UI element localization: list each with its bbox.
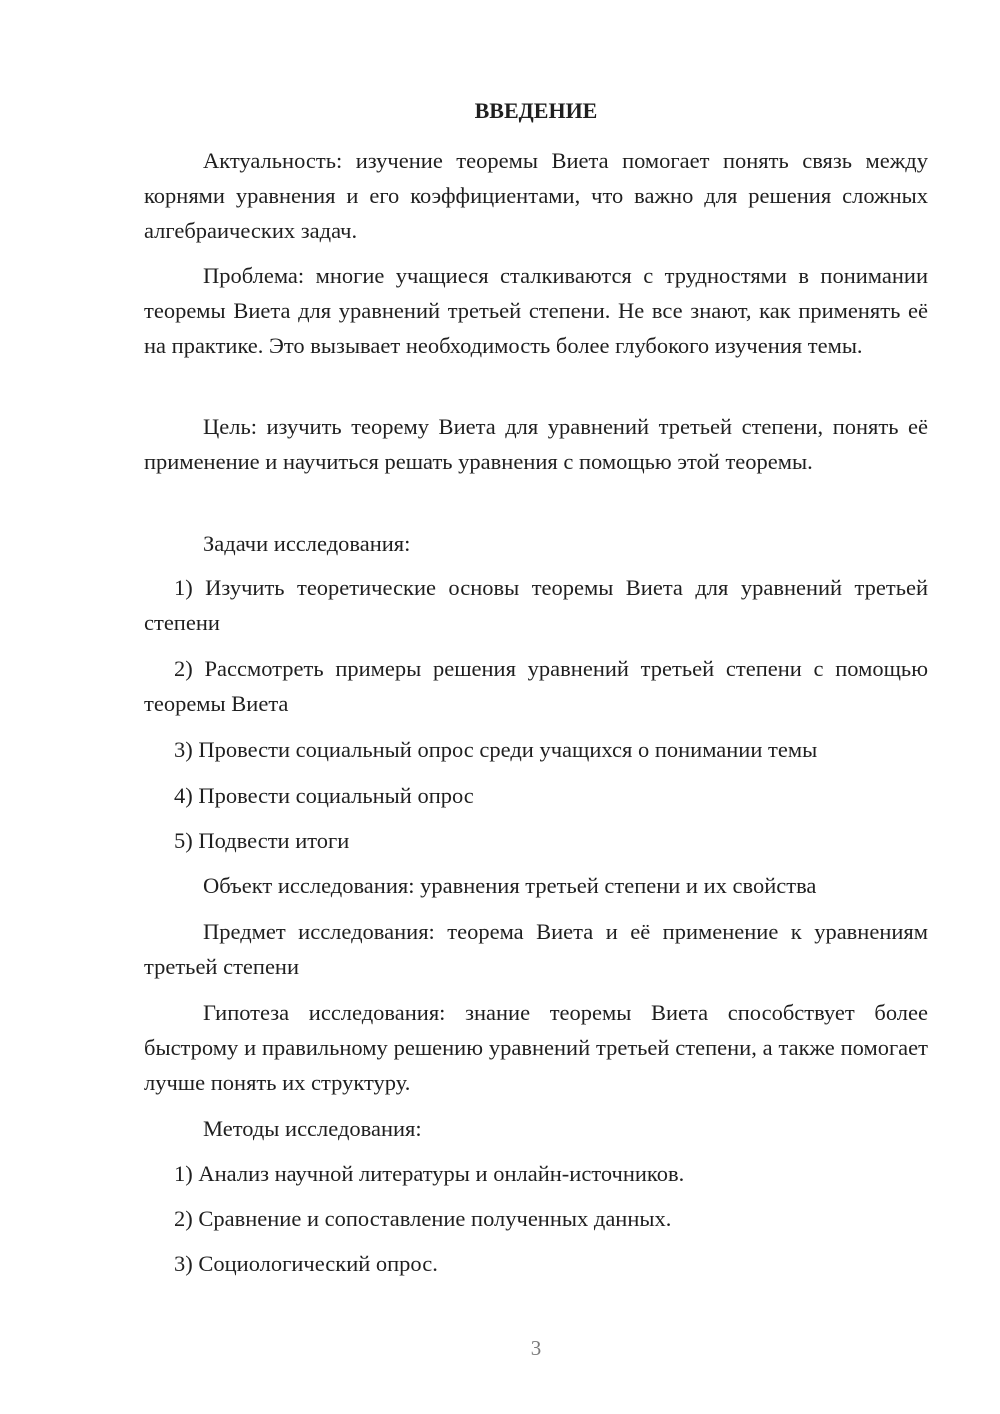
document-page [144, 0, 928, 1414]
object-paragraph: Объект исследования: уравнения третьей степени и их свойства [203, 873, 817, 898]
method-item-3: 3) Социологический опрос. [174, 1251, 438, 1276]
hypothesis-paragraph: Гипотеза исследования: знание теоремы Виета способствует более быстрому и правильному решению уравнений третьей степени, а также помогает лучше понять их структуру. [144, 1000, 928, 1095]
method-item-2: 2) Сравнение и сопоставление полученных данных. [174, 1206, 672, 1231]
problem-paragraph: Проблема: многие учащиеся сталкиваются с трудностями в понимании теоремы Виета для уравнений третьей степени. Не все знают, как применять её на практике. Это вызывает необходимость более глубокого изучения темы. [144, 263, 928, 358]
subject-paragraph: Предмет исследования: теорема Виета и её применение к уравнениям третьей степени [144, 919, 928, 979]
task-item-2: 2) Рассмотреть примеры решения уравнений третьей степени с помощью теоремы Виета [144, 656, 928, 716]
task-item-1: 1) Изучить теоретические основы теоремы Виета для уравнений третьей степени [144, 575, 928, 635]
tasks-title: Задачи исследования: [203, 531, 411, 556]
task-item-5: 5) Подвести итоги [174, 828, 350, 853]
task-item-3: 3) Провести социальный опрос среди учащихся о понимании темы [174, 737, 818, 762]
task-item-4: 4) Провести социальный опрос [174, 783, 474, 808]
relevance-paragraph: Актуальность: изучение теоремы Виета помогает понять связь между корнями уравнения и его коэффициентами, что важно для решения сложных алгебраических задач. [144, 148, 928, 243]
method-item-1: 1) Анализ научной литературы и онлайн-источников. [174, 1161, 685, 1186]
page-title: ВВЕДЕНИЕ [474, 98, 598, 123]
goal-paragraph: Цель: изучить теорему Виета для уравнений третьей степени, понять её применение и научиться решать уравнения с помощью этой теоремы. [144, 414, 928, 474]
methods-title: Методы исследования: [203, 1116, 422, 1141]
page-number: 3 [530, 1336, 542, 1360]
